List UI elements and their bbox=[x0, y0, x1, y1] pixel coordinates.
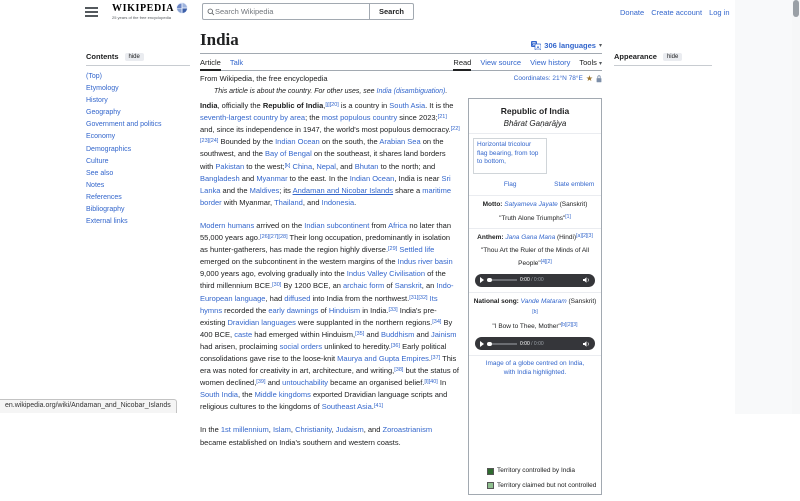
play-icon[interactable] bbox=[480, 341, 484, 347]
language-icon bbox=[531, 41, 541, 50]
text-run: of the third millennium BCE. bbox=[200, 269, 446, 291]
text-run: and bbox=[364, 329, 381, 339]
text-run: of bbox=[318, 305, 329, 315]
flag-image-broken[interactable]: Horizontal tricolour flag bearing, from top to bottom, bbox=[473, 138, 547, 174]
text-run: India bbox=[200, 101, 218, 111]
sidebar-item-history[interactable]: History bbox=[86, 97, 108, 105]
speaker-icon[interactable] bbox=[582, 276, 590, 284]
song-label: National song: bbox=[473, 297, 519, 305]
text-run: became established on India's southern and western coasts. bbox=[200, 437, 401, 447]
chevron-down-icon: ▾ bbox=[598, 61, 602, 67]
wiki-link[interactable]: 1st millennium bbox=[220, 425, 269, 435]
text-run: no later than 55,000 years ago. bbox=[200, 220, 452, 243]
audio-current-time: 0:00 bbox=[520, 340, 530, 347]
text-run: from bbox=[369, 220, 389, 230]
ref-sup[interactable]: [33] bbox=[388, 306, 398, 313]
wiki-link[interactable]: Maurya and Gupta Empires bbox=[337, 353, 429, 363]
page-protection-padlock-icon[interactable] bbox=[596, 75, 602, 83]
text-run: In bbox=[437, 378, 447, 388]
search-box bbox=[202, 3, 414, 20]
anthem-link[interactable]: Jana Gana Mana bbox=[505, 233, 556, 241]
anthem-audio-player[interactable]: 0:00 / 0:00 bbox=[475, 274, 595, 287]
wiki-link[interactable]: Indus Valley Civilisation bbox=[346, 269, 425, 279]
wiki-link[interactable]: Nepal bbox=[316, 161, 336, 171]
search-input-wrap bbox=[202, 3, 370, 20]
wiki-link[interactable]: Pakistan bbox=[215, 161, 245, 171]
text-run: Bounded by the bbox=[218, 137, 276, 147]
contents-hide-button[interactable]: hide bbox=[125, 53, 144, 61]
wiki-link[interactable]: Settled life bbox=[399, 245, 435, 255]
legend-row bbox=[487, 465, 597, 477]
emblem-cell bbox=[551, 138, 597, 191]
ref-sup[interactable]: [21] bbox=[437, 114, 447, 121]
scrollbar-track[interactable] bbox=[792, 0, 800, 414]
wiki-link[interactable]: Indus river basin bbox=[397, 257, 453, 267]
ref-sup[interactable]: [1] bbox=[565, 213, 571, 220]
ref-sup[interactable]: [34] bbox=[432, 318, 442, 325]
wiki-link[interactable]: Andaman and Nicobar Islands bbox=[292, 185, 394, 195]
sidebar-item-economy[interactable]: Economy bbox=[86, 133, 116, 141]
sidebar-item-external-links[interactable]: External links bbox=[86, 218, 128, 226]
sidebar-item-etymology[interactable]: Etymology bbox=[86, 85, 119, 93]
text-run: and, since its independence in 1947, the world's most populous democracy. bbox=[200, 125, 451, 135]
text-run: , bbox=[323, 101, 326, 111]
ref-sup[interactable]: [31] bbox=[409, 294, 419, 301]
logo-wordmark: WIKIPEDIA bbox=[112, 2, 175, 14]
text-run: , and bbox=[302, 197, 322, 207]
state-emblem-link[interactable]: State emblem bbox=[554, 181, 595, 189]
audio-duration: 0:00 bbox=[533, 340, 544, 347]
sidebar-item-references[interactable]: References bbox=[86, 193, 122, 201]
ref-sup[interactable]: [22] bbox=[450, 126, 460, 133]
ref-sup[interactable]: [29] bbox=[388, 246, 398, 253]
tab-read[interactable]: Read bbox=[453, 58, 472, 67]
wiki-link[interactable]: Southeast Asia bbox=[321, 402, 372, 412]
motto-label: Motto: bbox=[482, 201, 503, 209]
anthem-language: (Hindi) bbox=[555, 233, 577, 241]
text-run: since 2023; bbox=[397, 113, 438, 123]
wiki-link[interactable]: early dawnings bbox=[268, 305, 319, 315]
wiki-link[interactable]: Christianity bbox=[295, 425, 332, 435]
song-language: (Sanskrit) bbox=[566, 297, 597, 305]
text-run: , and bbox=[335, 161, 355, 171]
text-run: Their long occupation, predominantly in isolation as hunter-gatherers, has made the region highly diverse. bbox=[200, 233, 451, 255]
wiki-link[interactable]: China bbox=[292, 161, 313, 171]
ref-sup[interactable]: [23] bbox=[200, 138, 210, 145]
wiki-link[interactable]: maritime border bbox=[200, 185, 452, 207]
wiki-link[interactable]: Myanmar bbox=[256, 173, 288, 183]
text-run: Early political consolidations gave rise to the loose-knit bbox=[200, 341, 447, 363]
text-run: , and bbox=[363, 425, 383, 435]
text-run: but the status of women declined, bbox=[200, 366, 459, 388]
text-run: In the bbox=[200, 425, 221, 435]
song-link[interactable]: Vande Mataram bbox=[520, 297, 567, 305]
wiki-link[interactable]: Jainism bbox=[431, 329, 457, 339]
browser-status-link-preview: en.wikipedia.org/wiki/Andaman_and_Nicobar_Islands bbox=[0, 399, 177, 413]
ref-sup[interactable]: [36] bbox=[390, 342, 401, 349]
wiki-link[interactable]: India (disambiguation) bbox=[376, 88, 446, 95]
wiki-link[interactable]: Africa bbox=[388, 220, 408, 230]
wiki-link[interactable]: South Asia bbox=[389, 101, 426, 111]
article-tab-bar bbox=[200, 54, 602, 71]
ref-sup[interactable]: [32] bbox=[418, 294, 428, 301]
search-input[interactable] bbox=[215, 7, 355, 16]
flag-link[interactable]: Flag bbox=[503, 181, 517, 189]
puzzle-globe-icon bbox=[176, 2, 188, 14]
infobox-native-name: Bhārat Gaṇarājya bbox=[503, 119, 567, 128]
wiki-link[interactable]: Middle kingdoms bbox=[254, 390, 311, 400]
wiki-link[interactable]: Buddhism bbox=[380, 329, 415, 339]
ref-sup[interactable]: [l] bbox=[424, 379, 429, 386]
wiki-link[interactable]: Zoroastrianism bbox=[382, 425, 433, 435]
text-run: into India from the northwest. bbox=[310, 293, 410, 303]
legend-row bbox=[487, 480, 597, 492]
song-audio-player[interactable]: 0:00 / 0:00 bbox=[475, 337, 595, 350]
hatnote bbox=[214, 86, 602, 98]
map-section bbox=[469, 355, 601, 493]
wiki-link[interactable]: South India bbox=[200, 390, 238, 400]
ref-sup[interactable]: [37] bbox=[430, 354, 441, 361]
wiki-link[interactable]: Indian Ocean bbox=[275, 137, 320, 147]
donate-link[interactable]: Donate bbox=[620, 8, 645, 17]
ref-sup[interactable]: [27] bbox=[269, 234, 279, 241]
hamburger-menu-icon[interactable] bbox=[85, 7, 98, 18]
text-run: became an organised belief. bbox=[328, 378, 425, 388]
site-subtitle: From Wikipedia, the free encyclopedia bbox=[200, 74, 328, 83]
text-run: . bbox=[354, 197, 357, 207]
text-run: had arisen, proclaiming bbox=[200, 341, 280, 351]
text-run: . It is the bbox=[425, 101, 454, 111]
article-column bbox=[200, 30, 602, 501]
wiki-link[interactable]: diffused bbox=[284, 293, 311, 303]
map-image-area bbox=[473, 377, 597, 463]
wiki-link[interactable]: Bhutan bbox=[354, 161, 379, 171]
log-in-link[interactable]: Log in bbox=[709, 8, 730, 17]
logo-tagline: 25 years of the free encyclopedia bbox=[112, 15, 171, 20]
wiki-link[interactable]: Modern humans bbox=[200, 220, 255, 230]
text-run: were supplanted in the northern regions. bbox=[295, 317, 433, 327]
text-run: recorded the bbox=[222, 305, 269, 315]
ref-sup[interactable]: [20] bbox=[329, 102, 339, 109]
tab-view-history[interactable]: View history bbox=[530, 58, 571, 67]
search-icon bbox=[207, 8, 215, 16]
ref-sup[interactable]: [b][2][3] bbox=[560, 322, 578, 329]
audio-current-time: 0:00 bbox=[520, 277, 530, 284]
languages-button[interactable] bbox=[531, 41, 602, 50]
text-run: , bbox=[268, 425, 273, 435]
search-button[interactable]: Search bbox=[369, 3, 414, 20]
ref-sup[interactable]: [40] bbox=[428, 379, 438, 386]
tab-article[interactable]: Article bbox=[200, 58, 221, 67]
text-run: , bbox=[331, 425, 336, 435]
text-run: with Myanmar, bbox=[221, 197, 275, 207]
text-run: . bbox=[445, 88, 448, 95]
speaker-icon[interactable] bbox=[582, 340, 590, 348]
text-run: This era was noted for creativity in art, architecture, and writing, bbox=[200, 353, 457, 376]
country-infobox bbox=[468, 98, 602, 495]
tab-talk[interactable]: Talk bbox=[229, 58, 244, 67]
ref-sup[interactable]: [a][2][3] bbox=[576, 232, 593, 239]
text-run: By 400 BCE, bbox=[200, 317, 453, 339]
wiki-link[interactable]: Judaism bbox=[335, 425, 364, 435]
text-run: , bbox=[312, 161, 317, 171]
featured-article-star-icon[interactable]: ★ bbox=[585, 73, 593, 83]
ref-sup[interactable]: [26] bbox=[260, 234, 270, 241]
ref-sup[interactable]: [41] bbox=[373, 403, 384, 410]
text-run: This article is about the country. For other uses, see bbox=[214, 88, 377, 95]
tools-menu[interactable]: Tools ▾ bbox=[579, 58, 602, 67]
svg-text:A: A bbox=[536, 44, 540, 50]
wiki-link[interactable]: Hinduism bbox=[328, 305, 361, 315]
infobox-header bbox=[469, 99, 601, 133]
appearance-hide-button[interactable]: hide bbox=[663, 53, 682, 61]
wiki-link[interactable]: caste bbox=[234, 329, 253, 339]
contents-sidebar bbox=[86, 52, 190, 228]
audio-seek-slider[interactable] bbox=[487, 278, 517, 283]
wiki-link[interactable]: Bangladesh bbox=[200, 173, 240, 183]
ref-sup[interactable]: [38] bbox=[394, 367, 404, 374]
anthem-section bbox=[469, 228, 601, 292]
sidebar-item-government-and-politics[interactable]: Government and politics bbox=[86, 121, 162, 129]
audio-duration: 0:00 bbox=[533, 277, 544, 284]
text-run: India's pre-existing bbox=[200, 305, 437, 327]
text-run: , bbox=[290, 425, 296, 435]
map-image-broken[interactable]: Image of a globe centred on India, with India highlighted. bbox=[485, 360, 585, 376]
header-user-links bbox=[620, 8, 730, 17]
wiki-link[interactable]: Islam bbox=[272, 425, 291, 435]
text-run: on the south, the bbox=[319, 137, 380, 147]
text-run: , had bbox=[265, 293, 285, 303]
languages-count-label: 306 languages bbox=[544, 41, 596, 50]
wiki-link[interactable]: social orders bbox=[279, 341, 323, 351]
text-run: on the southwest, and the bbox=[200, 137, 444, 159]
text-run: to the west; bbox=[244, 161, 285, 171]
scrollbar-thumb[interactable] bbox=[793, 0, 799, 17]
text-run: Republic of India bbox=[262, 101, 324, 111]
appearance-panel bbox=[614, 52, 712, 66]
text-run: . bbox=[371, 402, 374, 412]
text-run: , the bbox=[237, 390, 255, 400]
tab-view-source[interactable]: View source bbox=[480, 58, 522, 67]
map-legend bbox=[473, 465, 597, 491]
wiki-link[interactable]: Indonesia bbox=[321, 197, 355, 207]
wiki-link[interactable]: Bay of Bengal bbox=[265, 149, 312, 159]
text-run: share a bbox=[393, 185, 423, 195]
text-run: and bbox=[265, 378, 283, 388]
wiki-link[interactable]: Thailand bbox=[274, 197, 303, 207]
flag-cell bbox=[473, 138, 547, 191]
wiki-link[interactable]: Its hymns bbox=[200, 293, 438, 315]
motto-translation: "Truth Alone Triumphs" bbox=[499, 214, 566, 222]
ref-sup[interactable]: [4][2] bbox=[540, 258, 552, 265]
sidebar-item-culture[interactable]: Culture bbox=[86, 157, 109, 165]
text-run: had emerged within Hinduism, bbox=[252, 329, 356, 339]
motto-section bbox=[469, 195, 601, 228]
ref-sup[interactable]: [39] bbox=[256, 379, 266, 386]
text-run: is a country in bbox=[338, 101, 390, 111]
text-run: By 1200 BCE, an bbox=[281, 281, 343, 291]
legend-label: Territory controlled by India bbox=[497, 467, 576, 475]
national-song-section bbox=[469, 292, 601, 356]
wiki-link[interactable]: Sri Lanka bbox=[200, 173, 451, 195]
motto-link[interactable]: Satyameva Jayate bbox=[504, 201, 558, 209]
wiki-link[interactable]: most populous country bbox=[321, 113, 398, 123]
text-run: in India. bbox=[360, 305, 389, 315]
wiki-link[interactable]: Indian subcontinent bbox=[304, 220, 370, 230]
text-run: ; the bbox=[305, 113, 322, 123]
play-icon[interactable] bbox=[480, 277, 484, 283]
text-run: , officially the bbox=[217, 101, 263, 111]
text-run: exported Dravidian language scripts and religious cultures to the kingdoms of bbox=[200, 390, 448, 412]
text-run: , India is near bbox=[394, 173, 442, 183]
page-background-strip bbox=[735, 0, 800, 414]
wiki-link[interactable]: archaic form bbox=[343, 281, 385, 291]
sidebar-item-see-also[interactable]: See also bbox=[86, 169, 114, 177]
text-run: ; its bbox=[279, 185, 293, 195]
appearance-title: Appearance bbox=[614, 52, 657, 61]
wiki-link[interactable]: untouchability bbox=[282, 378, 329, 388]
anthem-translation: "Thou Art the Ruler of the Minds of All People" bbox=[480, 247, 590, 267]
text-run: . bbox=[428, 353, 431, 363]
wikipedia-logo[interactable] bbox=[112, 2, 188, 20]
sidebar-item-geography[interactable]: Geography bbox=[86, 109, 121, 117]
legend-swatch bbox=[487, 468, 494, 475]
article-body bbox=[200, 86, 602, 489]
sidebar-item-notes[interactable]: Notes bbox=[86, 181, 105, 189]
ref-sup[interactable]: [35] bbox=[355, 330, 365, 337]
page-title: India bbox=[200, 30, 239, 49]
text-run: 9,000 years ago, evolving gradually into the bbox=[200, 269, 347, 279]
text-run: to the north; and bbox=[378, 161, 436, 171]
chevron-down-icon: ▾ bbox=[598, 43, 602, 49]
flag-emblem-row bbox=[469, 133, 601, 195]
text-run: unlinked to heredity. bbox=[322, 341, 391, 351]
contents-title: Contents bbox=[86, 52, 119, 61]
ref-sup[interactable]: [b] bbox=[532, 308, 538, 315]
text-run: and bbox=[239, 173, 257, 183]
ref-sup[interactable]: [28] bbox=[278, 234, 288, 241]
sidebar-item-top[interactable]: (Top) bbox=[86, 73, 102, 80]
sidebar-item-demographics[interactable]: Demographics bbox=[86, 145, 132, 153]
motto-language: (Sanskrit) bbox=[557, 201, 588, 209]
wiki-link[interactable]: Dravidian languages bbox=[227, 317, 296, 327]
coordinates-link[interactable]: Coordinates: 21°N 78°E bbox=[513, 75, 583, 82]
song-translation: "I Bow to Thee, Mother" bbox=[492, 323, 561, 331]
text-run: on the southeast, it shares land borders with bbox=[200, 149, 446, 171]
ref-sup[interactable]: [k] bbox=[284, 162, 291, 169]
wiki-link[interactable]: seventh-largest country by area bbox=[200, 113, 306, 123]
coordinates-row bbox=[514, 75, 602, 83]
ref-sup[interactable]: [24] bbox=[209, 138, 219, 145]
wiki-link[interactable]: Indian Ocean bbox=[349, 173, 395, 183]
wiki-link[interactable]: Indo-European language bbox=[200, 281, 454, 303]
text-run: to the east. In the bbox=[287, 173, 350, 183]
top-header bbox=[0, 0, 800, 26]
legend-swatch bbox=[487, 482, 494, 489]
text-run: arrived on the bbox=[254, 220, 305, 230]
text-run: of bbox=[384, 281, 395, 291]
text-run: and the bbox=[220, 185, 250, 195]
wiki-link[interactable]: Maldives bbox=[249, 185, 280, 195]
text-run: , an bbox=[421, 281, 437, 291]
anthem-label: Anthem: bbox=[477, 233, 504, 241]
wiki-link[interactable]: Arabian Sea bbox=[379, 137, 421, 147]
create-account-link[interactable]: Create account bbox=[651, 8, 703, 17]
sidebar-item-bibliography[interactable]: Bibliography bbox=[86, 206, 125, 214]
infobox-country-name: Republic of India bbox=[500, 106, 570, 116]
audio-seek-slider[interactable] bbox=[487, 342, 517, 347]
toc-list bbox=[86, 71, 190, 228]
wiki-link[interactable]: Sanskrit bbox=[394, 281, 422, 291]
ref-sup[interactable]: [j] bbox=[325, 102, 330, 109]
legend-label: Territory claimed but not controlled bbox=[497, 481, 597, 489]
text-run: and bbox=[414, 329, 432, 339]
ref-sup[interactable]: [30] bbox=[272, 282, 282, 289]
text-run: emerged on the subcontinent in the western margins of the bbox=[200, 257, 398, 267]
